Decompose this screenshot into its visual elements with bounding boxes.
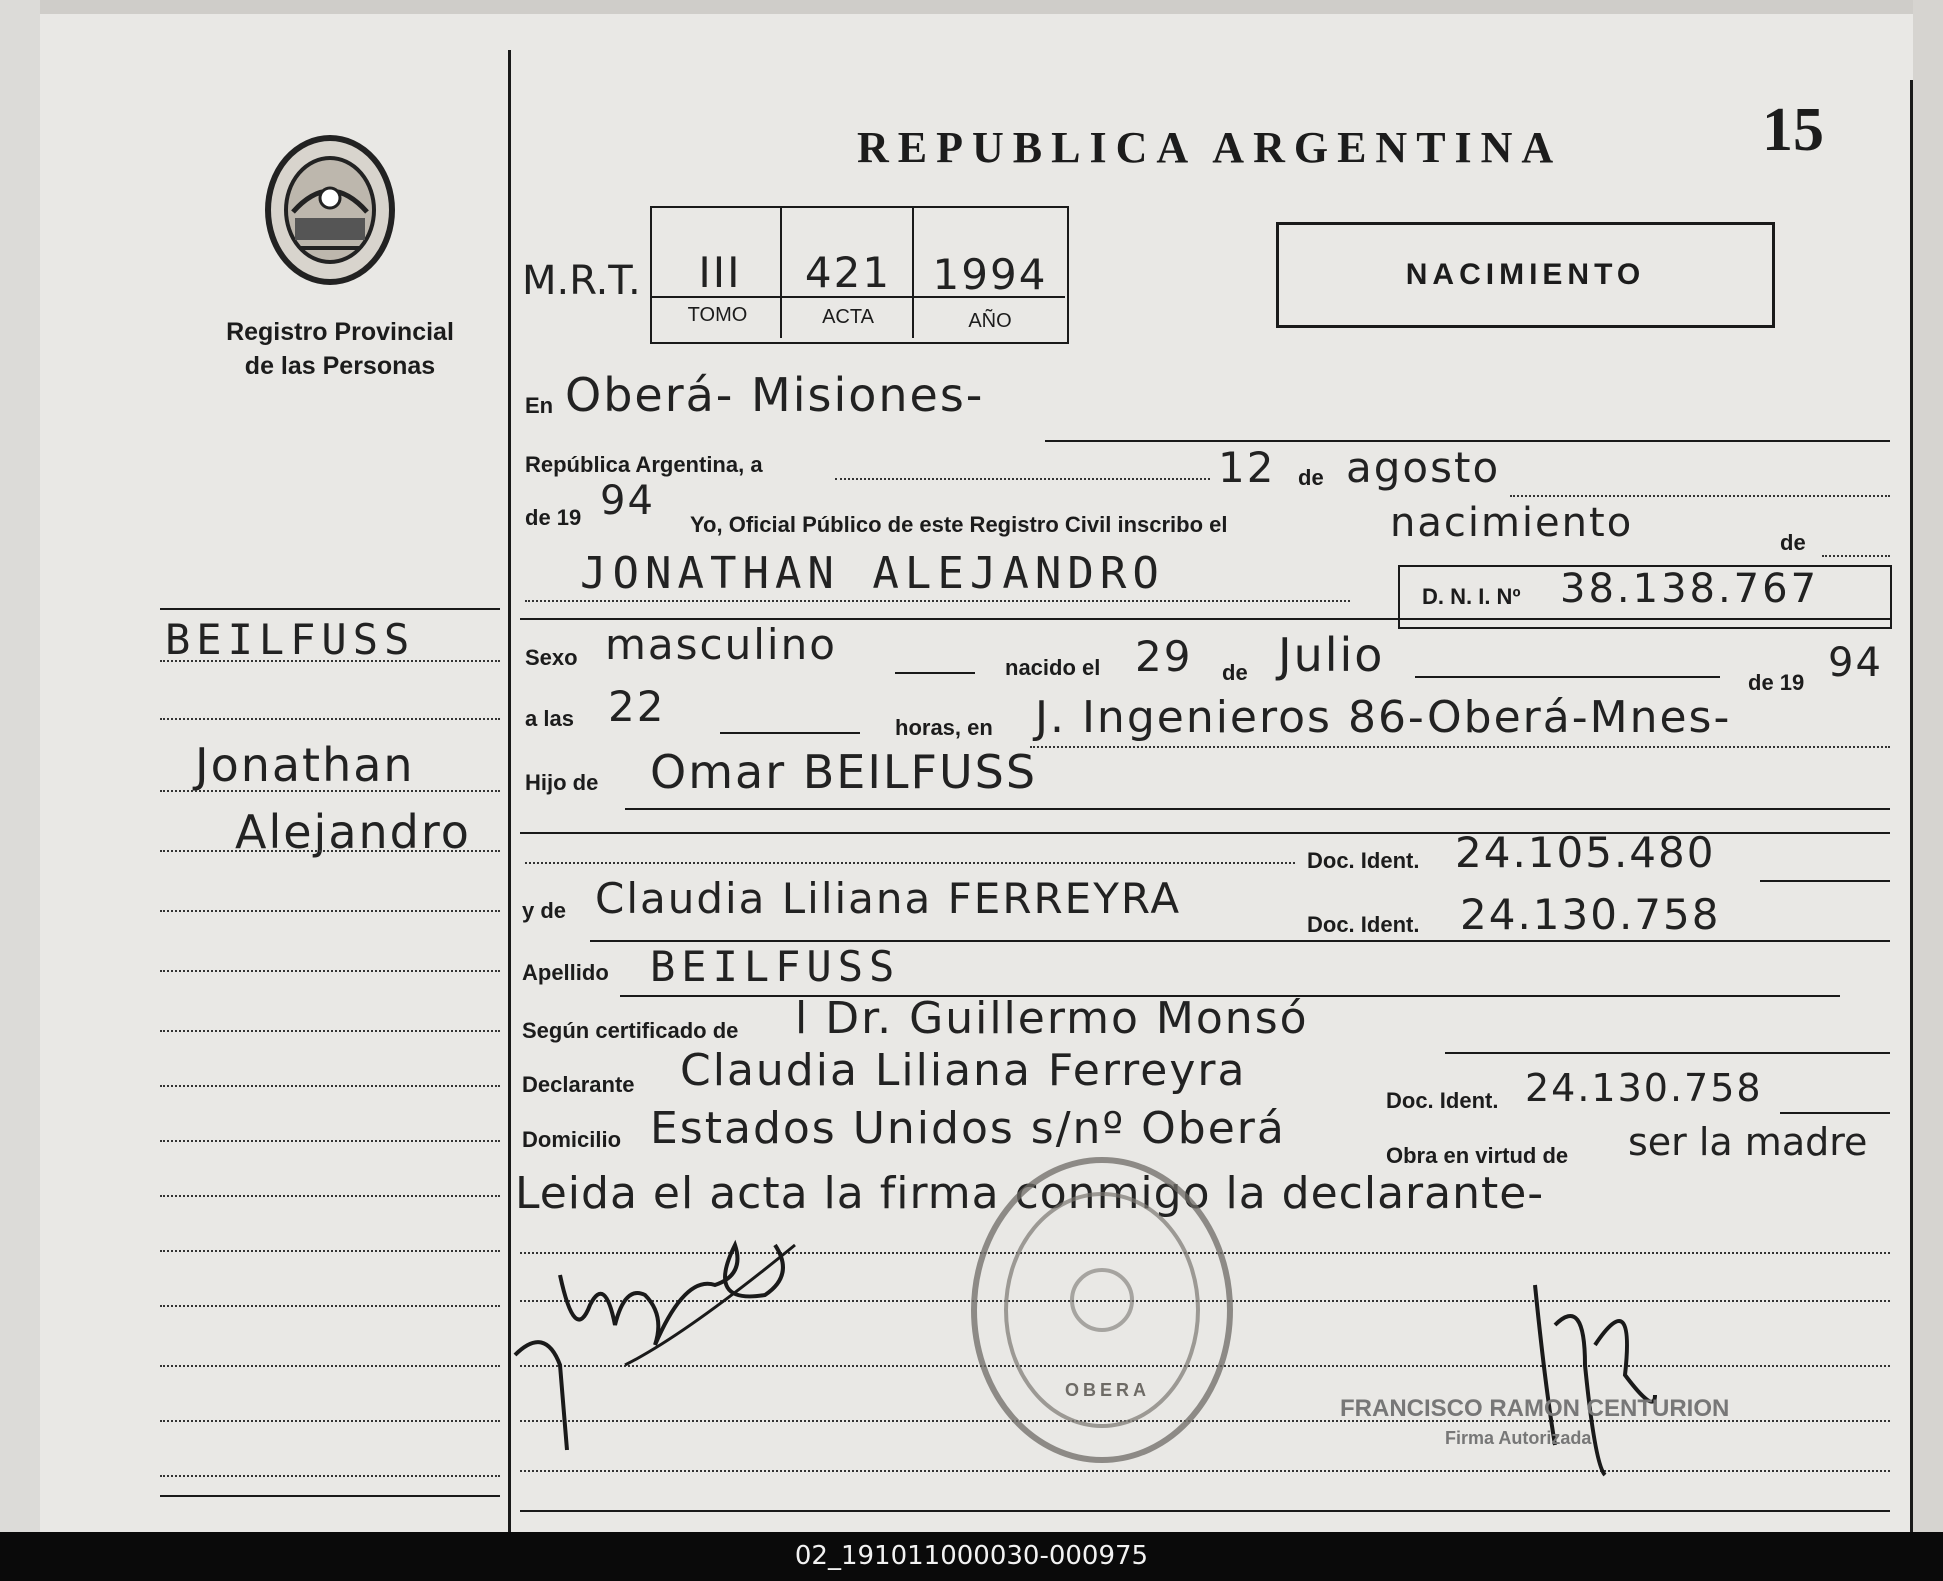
sexo-label: Sexo	[525, 645, 578, 670]
certificate-type: NACIMIENTO	[1405, 258, 1646, 291]
official-signature-icon	[1515, 1265, 1665, 1485]
ano-label: AÑO	[968, 310, 1012, 332]
acta-label: ACTA	[822, 306, 874, 328]
certificado-line	[1445, 1052, 1890, 1054]
page-right-edge	[1913, 0, 1943, 1532]
nacido-label: nacido el	[1005, 655, 1101, 680]
declarante-label: Declarante	[522, 1072, 635, 1097]
de-dotted-line	[1822, 555, 1890, 557]
margin-dotted-line	[160, 1085, 500, 1087]
father-doc-value: 24.105.480	[1455, 828, 1716, 877]
child-name-line	[525, 600, 1350, 602]
de-label-1: de	[1298, 465, 1324, 490]
official-name: FRANCISCO RAMON CENTURION	[1340, 1395, 1730, 1422]
birth-day-value: 29	[1135, 632, 1193, 681]
margin-dotted-line	[160, 1475, 500, 1477]
year-value: 94	[600, 478, 655, 524]
month-value: agosto	[1346, 443, 1501, 492]
scan-footer-code: 02_191011000030-000975	[0, 1532, 1943, 1581]
obra-label: Obra en virtud de	[1386, 1143, 1569, 1168]
birth-place-line	[1030, 746, 1890, 748]
margin-dotted-line	[160, 1140, 500, 1142]
right-border	[1910, 80, 1913, 1535]
birth-month-line	[1415, 676, 1720, 678]
apellido-label: Apellido	[522, 960, 609, 985]
closing-line: Leida el acta la firma conmigo la declarante-	[515, 1168, 1545, 1219]
margin-dotted-line	[160, 1365, 500, 1367]
horas-label: horas, en	[895, 715, 993, 740]
sexo-line	[895, 672, 975, 674]
declarante-line	[1780, 1112, 1890, 1114]
alas-label: a las	[525, 706, 574, 731]
margin-dotted-line	[160, 910, 500, 912]
country-title: REPUBLICA ARGENTINA	[857, 123, 1563, 172]
record-table-divider	[912, 208, 914, 338]
de19b-label: de 19	[1748, 670, 1805, 695]
father-extra-line	[525, 862, 1295, 864]
tomo-value: III	[698, 248, 742, 297]
margin-dotted-line	[160, 1420, 500, 1422]
obra-value: ser la madre	[1628, 1120, 1868, 1164]
margin-dotted-line	[160, 1030, 500, 1032]
domicilio-value: Estados Unidos s/nº Oberá	[650, 1103, 1286, 1154]
margin-given-name-2: Alejandro	[235, 805, 471, 859]
day-value: 12	[1218, 443, 1276, 492]
place-line	[1045, 440, 1890, 442]
declarante-doc-value: 24.130.758	[1525, 1066, 1763, 1110]
place-value: Oberá- Misiones-	[565, 368, 985, 422]
child-name: JONATHAN ALEJANDRO	[580, 548, 1165, 599]
dni-label: D. N. I. Nº	[1422, 584, 1521, 609]
margin-given-name-1: Jonathan	[195, 738, 415, 792]
oficial-text: Yo, Oficial Público de este Registro Civil inscribo el	[690, 512, 1228, 537]
de-label-3: de	[1222, 660, 1248, 685]
margin-dotted-line	[160, 790, 500, 792]
declarant-signature-icon	[505, 1215, 805, 1455]
birth-year-value: 94	[1828, 640, 1883, 686]
margin-rule-bottom	[160, 1495, 500, 1497]
tomo-label: TOMO	[687, 304, 748, 326]
birth-month-value: Julio	[1278, 628, 1385, 682]
mother-doc-label: Doc. Ident.	[1307, 912, 1420, 937]
sexo-value: masculino	[605, 620, 837, 669]
record-table-divider	[780, 208, 782, 338]
page-left-strip	[0, 0, 40, 1532]
hour-value: 22	[608, 682, 666, 731]
hour-line	[720, 732, 860, 734]
birth-place-value: J. Ingenieros 86-Oberá-Mnes-	[1035, 692, 1732, 743]
month-dotted-line	[1510, 495, 1890, 497]
declarante-doc-label: Doc. Ident.	[1386, 1088, 1499, 1113]
apellido-value: BEILFUSS	[650, 942, 901, 991]
registry-name-line2: de las Personas	[244, 352, 436, 380]
domicilio-label: Domicilio	[522, 1127, 622, 1152]
segun-label: Según certificado de	[522, 1018, 739, 1043]
margin-surname: BEILFUSS	[165, 615, 416, 664]
dni-value: 38.138.767	[1560, 566, 1820, 612]
page-number: 15	[1762, 96, 1824, 164]
margin-dotted-line	[160, 1250, 500, 1252]
yde-label: y de	[522, 898, 567, 923]
province-emblem-icon	[255, 130, 405, 290]
registry-name-line1: Registro Provincial	[226, 318, 454, 346]
father-value: Omar BEILFUSS	[650, 745, 1038, 799]
mother-value: Claudia Liliana FERREYRA	[595, 874, 1182, 923]
official-title: Firma Autorizada	[1445, 1428, 1592, 1448]
father-doc-label: Doc. Ident.	[1307, 848, 1420, 873]
seal-text: OBERA	[1065, 1380, 1151, 1400]
de-label-2: de	[1780, 530, 1806, 555]
en-label: En	[525, 393, 554, 418]
ano-value: 1994	[932, 250, 1048, 299]
declarante-value: Claudia Liliana Ferreyra	[680, 1045, 1247, 1096]
date-dotted-line	[835, 478, 1210, 480]
official-seal-icon	[965, 1150, 1240, 1470]
certificado-value: l Dr. Guillermo Monsó	[795, 993, 1309, 1044]
mother-doc-value: 24.130.758	[1460, 890, 1721, 939]
margin-dotted-line	[160, 1195, 500, 1197]
father-doc-line	[1760, 880, 1890, 882]
form-dotted-line	[520, 1470, 1890, 1472]
page-top-edge	[0, 0, 1943, 14]
father-line	[625, 808, 1890, 810]
margin-dotted-line	[160, 1305, 500, 1307]
acta-value: 421	[804, 248, 892, 297]
hijo-label: Hijo de	[525, 770, 599, 795]
margin-dotted-line	[160, 850, 500, 852]
de19-label: de 19	[525, 505, 582, 530]
margin-rule-top	[160, 608, 500, 610]
record-prefix: M.R.T.	[522, 258, 641, 304]
inscribe-value: nacimiento	[1390, 500, 1634, 546]
margin-dotted-line	[160, 660, 500, 662]
republica-label: República Argentina, a	[525, 452, 763, 477]
form-bottom-rule	[520, 1510, 1890, 1512]
margin-dotted-line	[160, 718, 500, 720]
margin-dotted-line	[160, 970, 500, 972]
